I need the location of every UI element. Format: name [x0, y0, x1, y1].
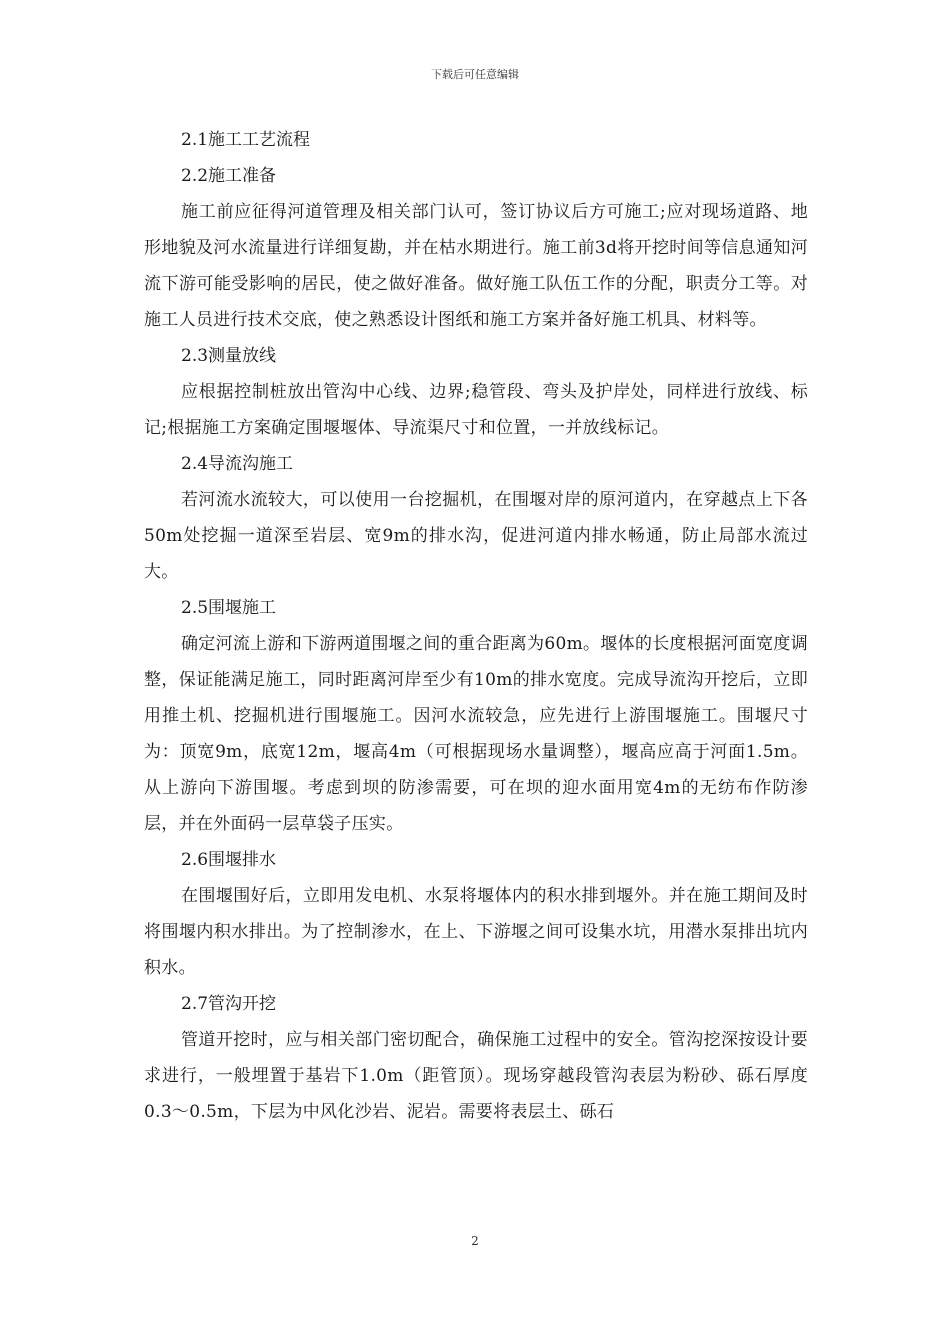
body-paragraph: 管道开挖时，应与相关部门密切配合，确保施工过程中的安全。管沟挖深按设计要求进行，一般埋置于基岩下1.0m（距管顶）。现场穿越段管沟表层为粉砂、砾石厚度0.3～0.5m，下层为中风化沙岩、泥岩。需要将表层土、砾石	[144, 1030, 808, 1122]
section-heading: 2.5围堰施工	[181, 598, 277, 618]
body-paragraph: 施工前应征得河道管理及相关部门认可，签订协议后方可施工;应对现场道路、地形地貌及河水流量进行详细复勘，并在枯水期进行。施工前3d将开挖时间等信息通知河流下游可能受影响的居民，使之做好准备。做好施工队伍工作的分配，职责分工等。对施工人员进行技术交底，使之熟悉设计图纸和施工方案并备好施工机具、材料等。	[144, 202, 808, 330]
document-body	[144, 122, 808, 1130]
section-heading: 2.6围堰排水	[181, 850, 277, 870]
body-paragraph: 在围堰围好后，立即用发电机、水泵将堰体内的积水排到堰外。并在施工期间及时将围堰内积水排出。为了控制渗水，在上、下游堰之间可设集水坑，用潜水泵排出坑内积水。	[144, 886, 808, 978]
page-header-note: 下载后可任意编辑	[431, 68, 519, 81]
section-heading: 2.4导流沟施工	[181, 454, 294, 474]
section-heading: 2.2施工准备	[181, 166, 277, 186]
body-paragraph: 应根据控制桩放出管沟中心线、边界;稳管段、弯头及护岸处，同样进行放线、标记;根据施工方案确定围堰堰体、导流渠尺寸和位置，一并放线标记。	[144, 382, 808, 438]
body-paragraph: 确定河流上游和下游两道围堰之间的重合距离为60m。堰体的长度根据河面宽度调整，保证能满足施工，同时距离河岸至少有10m的排水宽度。完成导流沟开挖后，立即用推土机、挖掘机进行围堰施工。因河水流较急，应先进行上游围堰施工。围堰尺寸为：顶宽9m，底宽12m，堰高4m（可根据现场水量调整），堰高应高于河面1.5m。从上游向下游围堰。考虑到坝的防渗需要，可在坝的迎水面用宽4m的无纺布作防渗层，并在外面码一层草袋子压实。	[144, 634, 808, 834]
page-number: 2	[471, 1234, 479, 1248]
body-paragraph: 若河流水流较大，可以使用一台挖掘机，在围堰对岸的原河道内，在穿越点上下各50m处挖掘一道深至岩层、宽9m的排水沟，促进河道内排水畅通，防止局部水流过大。	[144, 490, 808, 582]
section-heading: 2.3测量放线	[181, 346, 277, 366]
section-heading: 2.7管沟开挖	[181, 994, 277, 1014]
section-heading: 2.1施工工艺流程	[181, 130, 311, 150]
